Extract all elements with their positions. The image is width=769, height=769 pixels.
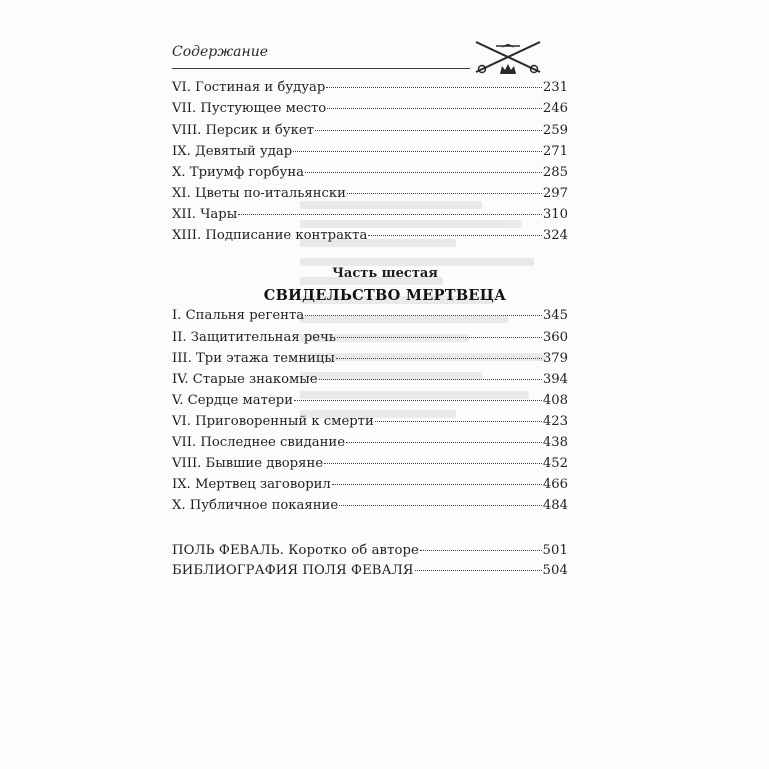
toc-entry-page: 379: [542, 351, 568, 366]
toc-entry-title: VIII. Бывшие дворяне: [172, 456, 324, 471]
toc-entry-page: 501: [542, 543, 568, 558]
leader-dots: [294, 400, 542, 401]
leader-dots: [238, 214, 542, 215]
crossed-swords-crown-icon: [472, 34, 544, 78]
toc-entry-page: 484: [542, 498, 568, 513]
toc-entry-title: II. Защитительная речь: [172, 330, 336, 345]
toc-entry: [172, 186, 568, 204]
toc-entry: [172, 543, 568, 561]
toc-entry: [172, 393, 568, 411]
toc-entry-page: 246: [542, 101, 568, 116]
leader-dots: [315, 130, 542, 131]
toc-entry-title: IX. Мертвец заговорил: [172, 477, 331, 492]
leader-dots: [332, 484, 542, 485]
leader-dots: [305, 315, 542, 316]
toc-entry-title: V. Сердце матери: [172, 393, 293, 408]
toc-entry-page: 452: [542, 456, 568, 471]
toc-entry-title: XI. Цветы по-итальянски: [172, 186, 346, 201]
toc-entry-page: 394: [542, 372, 568, 387]
toc-entry-page: 259: [542, 123, 568, 138]
leader-dots: [319, 379, 542, 380]
toc-entry-page: 345: [542, 308, 568, 323]
part-label: Часть шестая: [332, 266, 438, 281]
leader-dots: [305, 172, 542, 173]
toc-entry-title: X. Публичное покаяние: [172, 498, 339, 513]
toc-entry-title: X. Триумф горбуна: [172, 165, 304, 180]
toc-entry: [172, 435, 568, 453]
toc-entry-page: 408: [542, 393, 568, 408]
leader-dots: [293, 151, 542, 152]
toc-entry-title: VI. Приговоренный к смерти: [172, 414, 374, 429]
toc-entry: [172, 308, 568, 326]
toc-entry-page: 310: [542, 207, 568, 222]
toc-entry-title: I. Спальня регента: [172, 308, 305, 323]
toc-entry-page: 504: [542, 563, 568, 578]
leader-dots: [375, 421, 542, 422]
leader-dots: [327, 108, 542, 109]
toc-entry: [172, 414, 568, 432]
toc-entry: [172, 330, 568, 348]
toc-entry: [172, 165, 568, 183]
toc-entry: [172, 372, 568, 390]
part-title: СВИДЕЛЬСТВО МЕРТВЕЦА: [263, 287, 507, 304]
toc-entry: [172, 563, 568, 581]
leader-dots: [346, 442, 542, 443]
toc-entry-title: VI. Гостиная и будуар: [172, 80, 326, 95]
toc-entry-title: VIII. Персик и букет: [172, 123, 314, 138]
toc-entry-page: 297: [542, 186, 568, 201]
toc-entry: [172, 351, 568, 369]
toc-entry-title: XIII. Подписание контракта: [172, 228, 368, 243]
toc-entry-title: ПОЛЬ ФЕВАЛЬ. Коротко об авторе: [172, 543, 419, 558]
toc-entry-page: 360: [542, 330, 568, 345]
toc-entry: [172, 228, 568, 246]
toc-entry-title: III. Три этажа темницы: [172, 351, 335, 366]
leader-dots: [415, 570, 542, 571]
toc-entry-page: 423: [542, 414, 568, 429]
leader-dots: [337, 337, 542, 338]
leader-dots: [368, 235, 541, 236]
toc-entry-title: XII. Чары: [172, 207, 238, 222]
toc-entry: [172, 456, 568, 474]
toc-entry-title: IX. Девятый удар: [172, 144, 293, 159]
toc-entry: [172, 144, 568, 162]
toc-entry-title: VII. Последнее свидание: [172, 435, 346, 450]
toc-entry: [172, 80, 568, 98]
toc-entry: [172, 498, 568, 516]
leader-dots: [336, 358, 542, 359]
toc-entry-title: БИБЛИОГРАФИЯ ПОЛЯ ФЕВАЛЯ: [172, 563, 414, 578]
running-head: Содержание: [172, 44, 269, 60]
toc-entry-page: 285: [542, 165, 568, 180]
toc-entry-page: 271: [542, 144, 568, 159]
leader-dots: [347, 193, 542, 194]
toc-entry-title: VII. Пустующее место: [172, 101, 327, 116]
toc-entry: [172, 477, 568, 495]
toc-entry: [172, 123, 568, 141]
leader-dots: [326, 87, 542, 88]
leader-dots: [339, 505, 542, 506]
leader-dots: [324, 463, 542, 464]
toc-entry-page: 324: [542, 228, 568, 243]
running-head-rule: [172, 68, 470, 69]
toc-entry-page: 438: [542, 435, 568, 450]
leader-dots: [420, 550, 542, 551]
toc-entry-page: 466: [542, 477, 568, 492]
toc-entry: [172, 207, 568, 225]
toc-entry-title: IV. Старые знакомые: [172, 372, 318, 387]
toc-entry-page: 231: [542, 80, 568, 95]
toc-entry: [172, 101, 568, 119]
